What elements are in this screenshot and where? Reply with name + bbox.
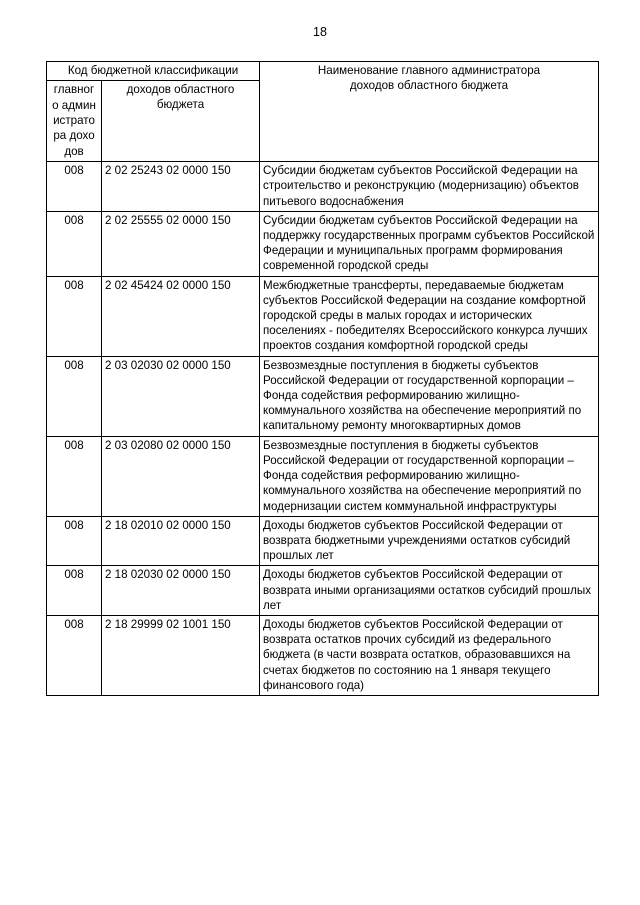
income-name-cell: Доходы бюджетов субъектов Российской Федерации от возврата иными организациями остатков субсидий прошлых лет [260,566,599,616]
table-row [47,566,599,616]
budget-code-group-header: Код бюджетной классификации [47,62,260,81]
income-name-cell: Субсидии бюджетам субъектов Российской Федерации на поддержку государственных программ субъектов Российской Федерации и муниципальных программ формирования современной городской среды [260,211,599,276]
table-row [47,276,599,356]
income-code-cell: 2 02 25555 02 0000 150 [102,211,260,276]
income-code-cell: 2 03 02080 02 0000 150 [102,436,260,516]
income-name-cell: Субсидии бюджетам субъектов Российской Федерации на строительство и реконструкцию (модернизацию) объектов питьевого водоснабжения [260,162,599,212]
table-row [47,436,599,516]
administrator-name-header [260,62,599,162]
income-name-cell: Доходы бюджетов субъектов Российской Федерации от возврата бюджетными учреждениями остатков субсидий прошлых лет [260,516,599,566]
admin-code-cell: 008 [47,615,102,695]
page-number: 18 [313,25,327,39]
income-name-cell: Безвозмездные поступления в бюджеты субъектов Российской Федерации от государственной корпорации – Фонда содействия реформированию жилищно-коммунального хозяйства на обеспечение мероприятий по модернизации систем коммунальной инфраструктуры [260,436,599,516]
budget-classification-table [46,61,599,696]
income-code-header [102,81,260,162]
admin-code-cell: 008 [47,516,102,566]
admin-code-cell: 008 [47,162,102,212]
income-code-cell: 2 18 02010 02 0000 150 [102,516,260,566]
income-code-cell: 2 02 45424 02 0000 150 [102,276,260,356]
income-code-cell: 2 02 25243 02 0000 150 [102,162,260,212]
table-row [47,615,599,695]
admin-code-cell: 008 [47,436,102,516]
table-row [47,211,599,276]
income-code-cell: 2 03 02030 02 0000 150 [102,356,260,436]
income-name-cell: Межбюджетные трансферты, передаваемые бюджетам субъектов Российской Федерации на создание комфортной городской среды в малых городах и исторических поселениях - победителях Всероссийского конкурса лучших проектов создания комфортной городской среды [260,276,599,356]
administrator-name-header-text: Наименование главного администратора доходов областного бюджета [317,64,541,93]
income-code-header-text: доходов областного бюджета [126,83,235,112]
admin-code-cell: 008 [47,356,102,436]
income-code-cell: 2 18 29999 02 1001 150 [102,615,260,695]
income-name-cell: Безвозмездные поступления в бюджеты субъектов Российской Федерации от государственной корпорации – Фонда содействия реформированию жилищно-коммунального хозяйства на обеспечение мероприятий по капитальному ремонту многоквартирных домов [260,356,599,436]
table-row [47,162,599,212]
table-row [47,516,599,566]
admin-code-cell: 008 [47,211,102,276]
income-name-cell: Доходы бюджетов субъектов Российской Федерации от возврата остатков прочих субсидий из федерального бюджета (в части возврата остатков, образовавшихся на счетах бюджетов по состоянию на 1 января текущего финансового года) [260,615,599,695]
admin-code-cell: 008 [47,276,102,356]
admin-code-cell: 008 [47,566,102,616]
table-row [47,356,599,436]
income-code-cell: 2 18 02030 02 0000 150 [102,566,260,616]
table-header-row-top [47,62,599,81]
admin-code-header-text: главного администратора доходов [52,83,96,158]
admin-code-header [47,81,102,162]
